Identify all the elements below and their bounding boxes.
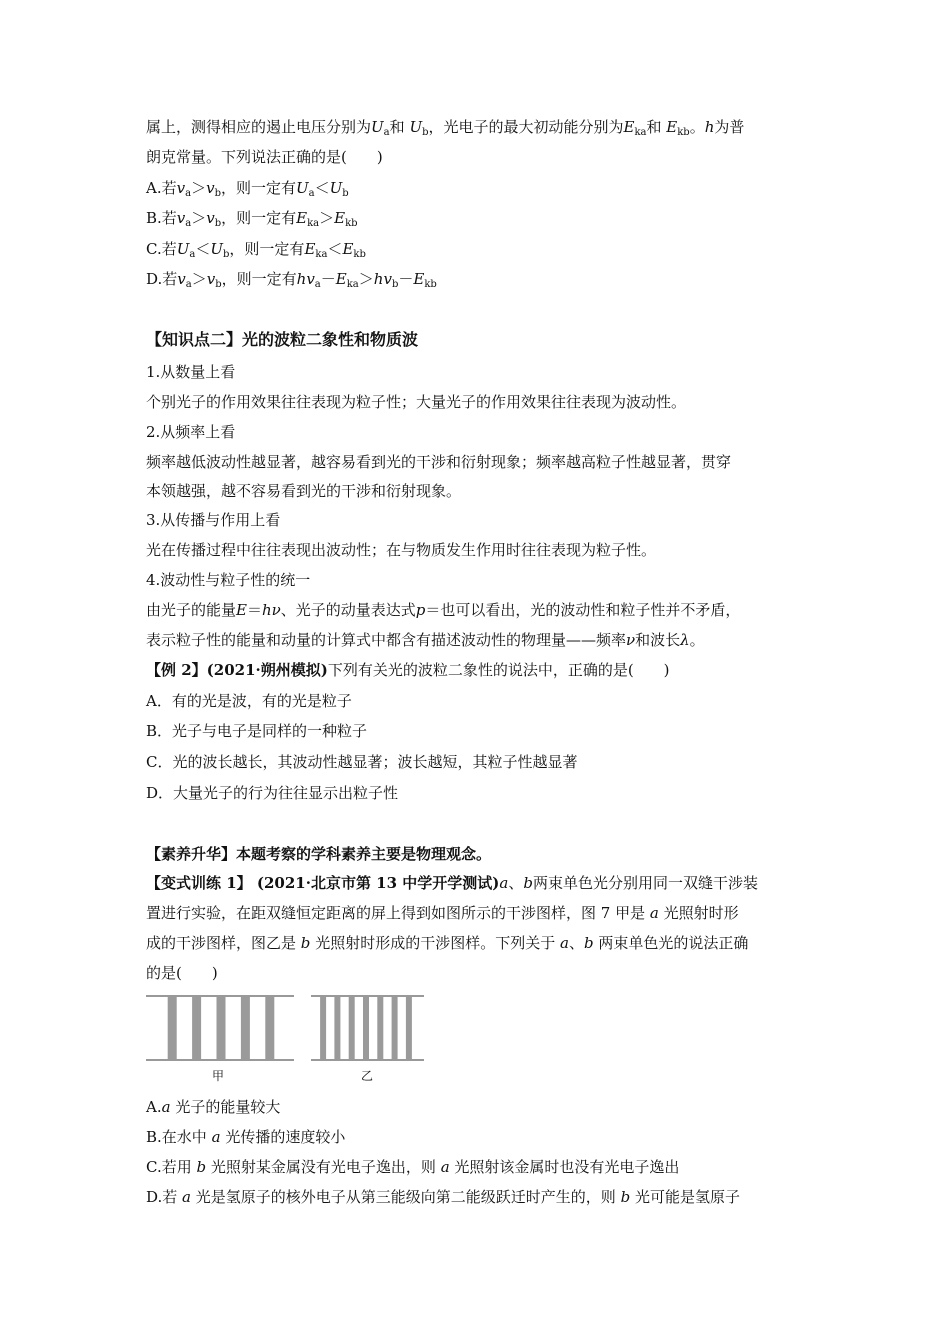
variant-1-line-2: 置进行实验，在距双缝恒定距离的屏上得到如图所示的干涉图样，图 7 甲是 a 光照射时形 (146, 904, 739, 922)
fringe-pattern-right (311, 996, 424, 1083)
fringe-pattern-left (146, 996, 294, 1083)
left-fringe (217, 997, 226, 1059)
right-fringe (320, 997, 326, 1059)
section-2-title: 【知识点二】光的波粒二象性和物质波 (146, 330, 419, 349)
q1-option-d: D.若$v_a>v_b$，则一定有$hv_a-E_{ka}>hv_b-E_{kb}$ (146, 270, 437, 290)
figure-label-left: 甲 (211, 1069, 225, 1083)
point-2-body-line-1: 频率越低波动性越显著，越容易看到光的干涉和衍射现象；频率越高粒子性越显著，贯穿 (146, 453, 732, 471)
right-fringe (406, 997, 412, 1059)
q1-line-2: 朗克常量。下列说法正确的是( ) (146, 148, 383, 166)
right-fringe (334, 997, 340, 1059)
point-3-body: 光在传播过程中往往表现出波动性；在与物质发生作用时往往表现为粒子性。 (146, 541, 657, 559)
q1-option-b: B.若$v_a>v_b$，则一定有$E_{ka}>E_{kb}$ (146, 209, 358, 229)
left-fringe (192, 997, 201, 1059)
left-fringe (241, 997, 250, 1059)
example-2-option-d: D．大量光子的行为往往显示出粒子性 (146, 784, 399, 802)
variant-1-option-a: A.a 光子的能量较大 (146, 1098, 281, 1116)
left-fringe (265, 997, 274, 1059)
figure-label-right: 乙 (360, 1069, 374, 1083)
point-4-body-line-2: 表示粒子性的能量和动量的计算式中都含有描述波动性的物理量——频率ν和波长λ。 (146, 631, 705, 649)
variant-1-line-4: 的是( ) (146, 964, 218, 982)
point-1-heading: 1.从数量上看 (146, 363, 236, 381)
q1-option-a: A.若$v_a>v_b$，则一定有$U_a<U_b$ (146, 179, 349, 199)
example-2-option-a: A．有的光是波，有的光是粒子 (146, 692, 352, 710)
literacy-note: 【素养升华】本题考察的学科素养主要是物理观念。 (146, 845, 492, 863)
interference-figure (146, 994, 436, 1084)
point-4-body-line-1: 由光子的能量E＝hν、光子的动量表达式p＝也可以看出，光的波动性和粒子性并不矛盾， (146, 601, 741, 619)
point-2-heading: 2.从频率上看 (146, 423, 236, 441)
right-fringe (363, 997, 369, 1059)
example-2-question: 【例 2】(2021·朔州模拟)下列有关光的波粒二象性的说法中，正确的是( ) (146, 661, 670, 679)
left-fringe (168, 997, 177, 1059)
variant-1-option-b: B.在水中 a 光传播的速度较小 (146, 1128, 346, 1146)
point-1-body: 个别光子的作用效果往往表现为粒子性；大量光子的作用效果往往表现为波动性。 (146, 393, 687, 411)
right-fringe (392, 997, 398, 1059)
variant-1-option-c: C.若用 b 光照射某金属没有光电子逸出，则 a 光照射该金属时也没有光电子逸出 (146, 1158, 680, 1176)
point-2-body-line-2: 本领越强，越不容易看到光的干涉和衍射现象。 (146, 482, 462, 500)
variant-1-line-3: 成的干涉图样，图乙是 b 光照射时形成的干涉图样。下列关于 a、b 两束单色光的说法正确 (146, 934, 749, 952)
point-3-heading: 3.从传播与作用上看 (146, 511, 281, 529)
q1-option-c: C.若$U_a<U_b$，则一定有$E_{ka}<E_{kb}$ (146, 240, 366, 260)
right-fringe (349, 997, 355, 1059)
variant-1-option-d: D.若 a 光是氢原子的核外电子从第三能级向第二能级跃迁时产生的，则 b 光可能是氢原子 (146, 1188, 740, 1206)
variant-1-line-1: 【变式训练 1】 (2021·北京市第 13 中学开学测试)a、b两束单色光分别用同一双缝干涉装 (146, 874, 758, 892)
point-4-heading: 4.波动性与粒子性的统一 (146, 571, 311, 589)
q1-line-1: 属上，测得相应的遏止电压分别为$U_a$和 $U_b$，光电子的最大初动能分别为$E_{ka}$和 $E_{kb}$。h为普 (146, 118, 745, 138)
example-2-option-b: B．光子与电子是同样的一种粒子 (146, 722, 368, 740)
example-2-option-c: C．光的波长越长，其波动性越显著；波长越短，其粒子性越显著 (146, 753, 578, 771)
right-fringe (377, 997, 383, 1059)
